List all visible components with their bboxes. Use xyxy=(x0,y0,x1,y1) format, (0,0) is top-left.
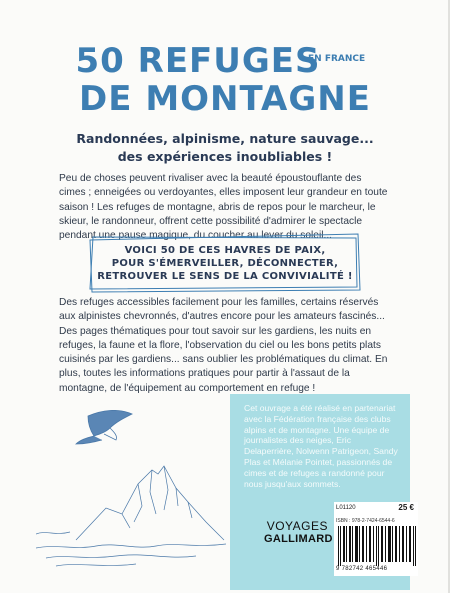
subtitle-line-2: des expériences inoubliables ! xyxy=(117,149,333,164)
highlight-line-3: RETROUVER LE SENS DE LA CONVIVIALITÉ ! xyxy=(97,271,353,282)
price: 25 € xyxy=(398,503,414,512)
mountain-icon xyxy=(36,466,226,566)
isbn: ISBN : 978-2-7424-6544-6 xyxy=(336,518,395,524)
mountain-illustration xyxy=(36,410,226,570)
product-code-row xyxy=(336,505,416,511)
subtitle xyxy=(0,130,450,166)
intro-paragraph: Peu de choses peuvent rivaliser avec la beauté époustouflante des cimes ; enneigées ou verdoyantes, elles imposent leur grandeur en toute saison ! Les refuges de montagne, abris de repos pour le marcheur, le skieur, le randonneur, offrent cette possibilité d'admirer le spectacle pendant une pause magique, du coucher au lever du soleil... xyxy=(59,173,388,242)
subtitle-line-1: Randonnées, alpinisme, nature sauvage... xyxy=(76,131,374,146)
product-code: L01120 xyxy=(336,505,356,511)
title-line-1 xyxy=(0,41,450,81)
highlight-banner xyxy=(88,232,362,294)
ean-number: 9 782742 465446 xyxy=(336,566,388,572)
title-line-1-text: 50 REFUGES xyxy=(75,41,321,81)
title-tag: EN FRANCE xyxy=(308,54,366,64)
highlight-line-1: VOICI 50 DE CES HAVRES DE PAIX, xyxy=(124,245,326,256)
credits-text: Cet ouvrage a été réalisé en partenariat avec la Fédération française des clubs alpins et de montagne. Une équipe de journalistes des neiges, Eric Delaperrière, Nolwenn Patrigeon, Sandy Plas et Mélanie Pointet, passionnés de cimes et de refuges a randonné pour nous jusqu'aux sommets. xyxy=(244,403,398,489)
barcode-icon xyxy=(338,526,416,566)
highlight-line-2: POUR S'ÉMERVEILLER, DÉCONNECTER, xyxy=(111,258,339,269)
description-paragraph: Des refuges accessibles facilement pour les familles, certains réservés aux alpinistes chevronnés, d'autres encore pour les amateurs fascinés... Des pages thématiques pour tout savoir sur les gardiens, les nuits en refuges, la faune et la flore, l'observation du ciel ou les bons petits plats cuisinés par les gardiens... sans oublier les problématiques du climat. En plus, toutes les informations pratiques pour partir à l'assaut de la montagne, de l'équipement au comportement en refuge ! xyxy=(59,297,388,394)
highlight-text xyxy=(88,244,362,283)
publisher-line-1: VOYAGES xyxy=(266,519,328,533)
publisher-line-2: GALLIMARD xyxy=(264,533,333,545)
eagle-icon xyxy=(76,410,132,444)
title-line-2: DE MONTAGNE xyxy=(79,79,371,119)
publisher-logo xyxy=(264,519,333,545)
